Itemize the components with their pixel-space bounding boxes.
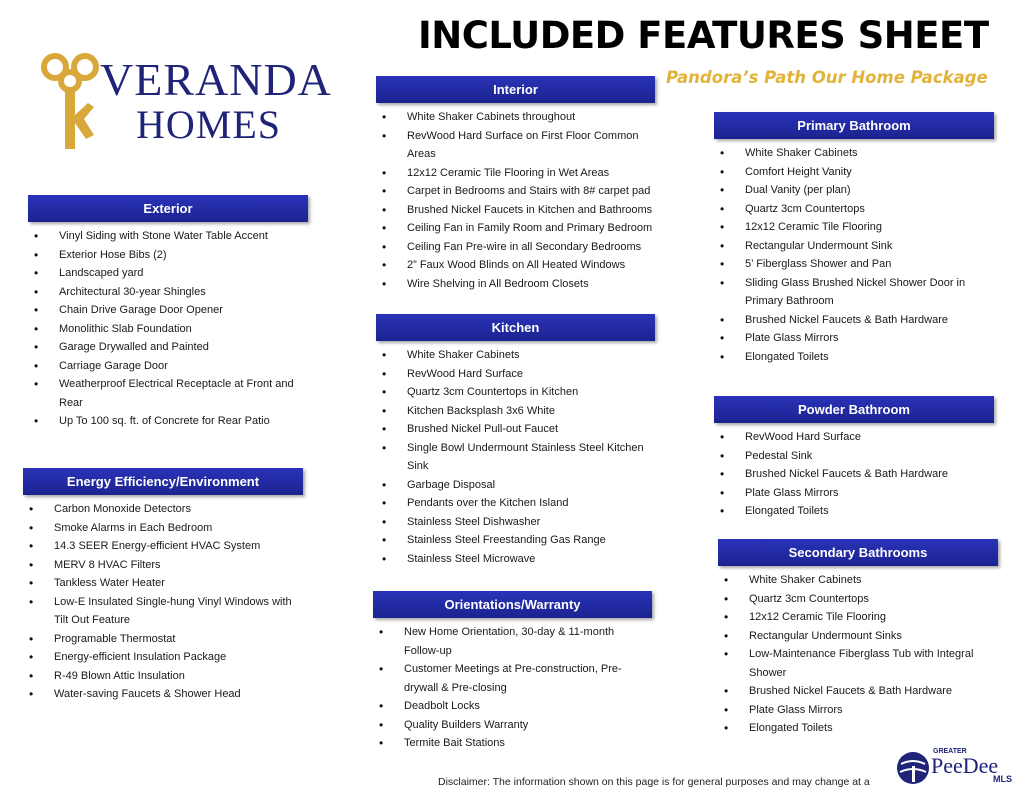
feature-item: • Carpet in Bedrooms and Stairs with 8# carpet pad — [376, 182, 655, 201]
feature-item: • Brushed Nickel Pull-out Faucet — [376, 420, 655, 439]
feature-item: • 2” Faux Wood Blinds on All Heated Windows — [376, 256, 655, 275]
feature-item: • Single Bowl Undermount Stainless Steel Kitchen Sink — [376, 439, 655, 476]
page-title: INCLUDED FEATURES SHEET — [418, 14, 989, 57]
primary-bath-heading: Primary Bathroom — [714, 112, 994, 139]
feature-item: • Wire Shelving in All Bedroom Closets — [376, 275, 655, 294]
feature-item: • Termite Bait Stations — [373, 734, 652, 753]
feature-item: • MERV 8 HVAC Filters — [23, 556, 303, 575]
feature-item: • White Shaker Cabinets throughout — [376, 108, 655, 127]
feature-item: • Pedestal Sink — [714, 447, 994, 466]
feature-item: • Programable Thermostat — [23, 630, 303, 649]
feature-item: • New Home Orientation, 30-day & 11-month Follow-up — [373, 623, 652, 660]
feature-item: • Tankless Water Heater — [23, 574, 303, 593]
feature-item: • RevWood Hard Surface — [714, 428, 994, 447]
feature-item: • Pendants over the Kitchen Island — [376, 494, 655, 513]
powder-bath-heading: Powder Bathroom — [714, 396, 994, 423]
secondary-bath-heading: Secondary Bathrooms — [718, 539, 998, 566]
mls-name: PeeDee — [931, 753, 999, 778]
feature-item: • Landscaped yard — [28, 264, 308, 283]
energy-section — [23, 468, 303, 704]
feature-item: • Quartz 3cm Countertops — [714, 200, 994, 219]
exterior-heading: Exterior — [28, 195, 308, 222]
feature-item: • Up To 100 sq. ft. of Concrete for Rear Patio — [28, 412, 308, 431]
feature-item: • RevWood Hard Surface — [376, 365, 655, 384]
primary-bath-list — [714, 144, 994, 366]
feature-item: • Quality Builders Warranty — [373, 716, 652, 735]
feature-item: • White Shaker Cabinets — [718, 571, 998, 590]
feature-item: • 14.3 SEER Energy-efficient HVAC System — [23, 537, 303, 556]
feature-item: • Low-Maintenance Fiberglass Tub with Integral Shower — [718, 645, 998, 682]
feature-item: • R-49 Blown Attic Insulation — [23, 667, 303, 686]
feature-item: • Plate Glass Mirrors — [714, 484, 994, 503]
feature-item: • Brushed Nickel Faucets in Kitchen and Bathrooms — [376, 201, 655, 220]
feature-item: • Monolithic Slab Foundation — [28, 320, 308, 339]
feature-item: • Deadbolt Locks — [373, 697, 652, 716]
energy-heading: Energy Efficiency/Environment — [23, 468, 303, 495]
feature-item: • Plate Glass Mirrors — [714, 329, 994, 348]
mls-greater: GREATER — [933, 748, 967, 755]
feature-item: • Brushed Nickel Faucets & Bath Hardware — [714, 311, 994, 330]
interior-section — [376, 76, 655, 293]
feature-item: • Comfort Height Vanity — [714, 163, 994, 182]
feature-item: • Garage Drywalled and Painted — [28, 338, 308, 357]
kitchen-heading: Kitchen — [376, 314, 655, 341]
primary-bath-section — [714, 112, 994, 366]
feature-item: • Energy-efficient Insulation Package — [23, 648, 303, 667]
package-subtitle: Pandora’s Path Our Home Package — [666, 68, 988, 87]
energy-list — [23, 500, 303, 704]
feature-item: • Garbage Disposal — [376, 476, 655, 495]
feature-item: • Rectangular Undermount Sink — [714, 237, 994, 256]
feature-item: • RevWood Hard Surface on First Floor Common Areas — [376, 127, 655, 164]
feature-item: • Plate Glass Mirrors — [718, 701, 998, 720]
logo-line-2: HOMES — [136, 102, 282, 147]
feature-item: • Architectural 30-year Shingles — [28, 283, 308, 302]
feature-item: • Chain Drive Garage Door Opener — [28, 301, 308, 320]
feature-item: • 12x12 Ceramic Tile Flooring in Wet Areas — [376, 164, 655, 183]
powder-bath-list — [714, 428, 994, 521]
feature-item: • Ceiling Fan in Family Room and Primary Bedroom — [376, 219, 655, 238]
feature-item: • Weatherproof Electrical Receptacle at Front and Rear — [28, 375, 308, 412]
feature-item: • Elongated Toilets — [714, 348, 994, 367]
secondary-bath-list — [718, 571, 998, 738]
interior-list — [376, 108, 655, 293]
feature-item: • Rectangular Undermount Sinks — [718, 627, 998, 646]
logo-line-1: VERANDA — [100, 54, 332, 105]
feature-item: • Ceiling Fan Pre-wire in all Secondary Bedrooms — [376, 238, 655, 257]
feature-item: • Water-saving Faucets & Shower Head — [23, 685, 303, 704]
interior-heading: Interior — [376, 76, 655, 103]
mls-suffix: MLS — [993, 774, 1012, 784]
feature-item: • White Shaker Cabinets — [376, 346, 655, 365]
feature-item: • Elongated Toilets — [718, 719, 998, 738]
orientations-list — [373, 623, 652, 753]
feature-item: • Stainless Steel Dishwasher — [376, 513, 655, 532]
feature-item: • Carbon Monoxide Detectors — [23, 500, 303, 519]
feature-item: • Quartz 3cm Countertops in Kitchen — [376, 383, 655, 402]
disclaimer-text: Disclaimer: The information shown on this page is for general purposes and may change at a — [438, 776, 870, 788]
kitchen-list — [376, 346, 655, 568]
powder-bath-section — [714, 396, 994, 521]
feature-item: • 12x12 Ceramic Tile Flooring — [718, 608, 998, 627]
feature-item: • 12x12 Ceramic Tile Flooring — [714, 218, 994, 237]
feature-item: • 5’ Fiberglass Shower and Pan — [714, 255, 994, 274]
feature-item: • Dual Vanity (per plan) — [714, 181, 994, 200]
feature-item: • Carriage Garage Door — [28, 357, 308, 376]
exterior-section — [28, 195, 308, 431]
feature-item: • Stainless Steel Freestanding Gas Range — [376, 531, 655, 550]
feature-item: • Kitchen Backsplash 3x6 White — [376, 402, 655, 421]
peedee-mls-logo — [893, 746, 1023, 790]
feature-item: • Brushed Nickel Faucets & Bath Hardware — [714, 465, 994, 484]
feature-item: • Elongated Toilets — [714, 502, 994, 521]
feature-item: • Exterior Hose Bibs (2) — [28, 246, 308, 265]
feature-item: • Low-E Insulated Single-hung Vinyl Windows with Tilt Out Feature — [23, 593, 303, 630]
orientations-heading: Orientations/Warranty — [373, 591, 652, 618]
globe-icon — [895, 750, 931, 786]
feature-item: • Sliding Glass Brushed Nickel Shower Door in Primary Bathroom — [714, 274, 994, 311]
feature-item: • Stainless Steel Microwave — [376, 550, 655, 569]
feature-item: • Vinyl Siding with Stone Water Table Accent — [28, 227, 308, 246]
feature-item: • Brushed Nickel Faucets & Bath Hardware — [718, 682, 998, 701]
feature-item: • Customer Meetings at Pre-construction, Pre-drywall & Pre-closing — [373, 660, 652, 697]
secondary-bath-section — [718, 539, 998, 738]
key-icon — [40, 47, 102, 157]
exterior-list — [28, 227, 308, 431]
kitchen-section — [376, 314, 655, 568]
feature-item: • Smoke Alarms in Each Bedroom — [23, 519, 303, 538]
feature-item: • White Shaker Cabinets — [714, 144, 994, 163]
orientations-section — [373, 591, 652, 753]
veranda-homes-logo — [40, 45, 340, 155]
feature-item: • Quartz 3cm Countertops — [718, 590, 998, 609]
